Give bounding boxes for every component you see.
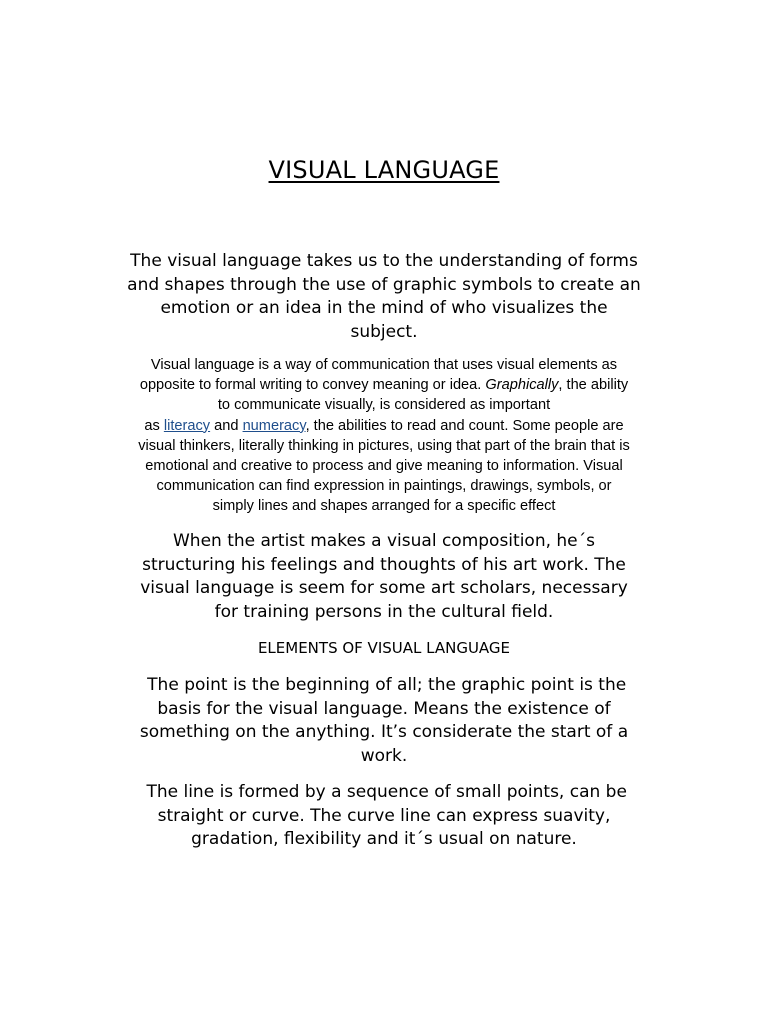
definition-line: emotional and creative to process and give meaning to information. Visual <box>145 458 623 475</box>
line-paragraph-line: The line is formed by a sequence of small points, can be <box>141 782 627 802</box>
artist-line: visual language is seem for some art scholars, necessary <box>140 578 628 598</box>
definition-text: opposite to formal writing to convey meaning or idea. <box>139 377 486 394</box>
point-line: basis for the visual language. Means the existence of <box>157 698 611 719</box>
definition-text: as <box>144 417 164 434</box>
artist-paragraph <box>100 530 668 624</box>
artist-line: structuring his feelings and thoughts of his art work. The <box>142 554 626 575</box>
document-title: VISUAL LANGUAGE <box>268 156 500 184</box>
artist-line: When the artist makes a visual composition, he´s <box>172 531 595 551</box>
literacy-link[interactable]: literacy <box>163 417 211 434</box>
definition-line: communication can find expression in paintings, drawings, symbols, or <box>156 478 612 495</box>
line-paragraph-line: straight or curve. The curve line can express suavity, <box>157 805 611 826</box>
intro-line: emotion or an idea in the mind of who visualizes the <box>160 298 608 318</box>
definition-line <box>106 416 662 436</box>
elements-heading: ELEMENTS OF VISUAL LANGUAGE <box>257 639 511 657</box>
definition-line: visual thinkers, literally thinking in pictures, using that part of the brain that is <box>138 437 630 454</box>
intro-line: subject. <box>350 321 418 342</box>
definition-line: simply lines and shapes arranged for a specific effect <box>212 498 556 515</box>
intro-line: and shapes through the use of graphic symbols to create an <box>127 274 641 295</box>
point-paragraph <box>100 674 668 768</box>
definition-text: , the abilities to read and count. Some people are <box>305 417 624 434</box>
point-line: work. <box>360 745 408 766</box>
point-line: The point is the beginning of all; the graphic point is the <box>141 675 627 695</box>
line-paragraph-line: gradation, flexibility and it´s usual on nature. <box>191 829 577 849</box>
line-paragraph <box>100 781 668 852</box>
definition-paragraph <box>106 355 662 517</box>
definition-line <box>106 375 662 395</box>
numeracy-link[interactable]: numeracy <box>242 417 306 434</box>
definition-line: Visual language is a way of communication that uses visual elements as <box>150 357 618 373</box>
point-line: something on the anything. It’s considerate the start of a <box>139 722 629 742</box>
graphically-term: Graphically <box>485 377 559 394</box>
intro-paragraph <box>100 250 668 344</box>
definition-text: and <box>210 417 243 434</box>
artist-line: for training persons in the cultural field. <box>214 601 554 622</box>
definition-line: to communicate visually, is considered as important <box>217 397 551 414</box>
intro-line: The visual language takes us to the understanding of forms <box>130 251 638 271</box>
definition-text: , the ability <box>558 377 629 394</box>
